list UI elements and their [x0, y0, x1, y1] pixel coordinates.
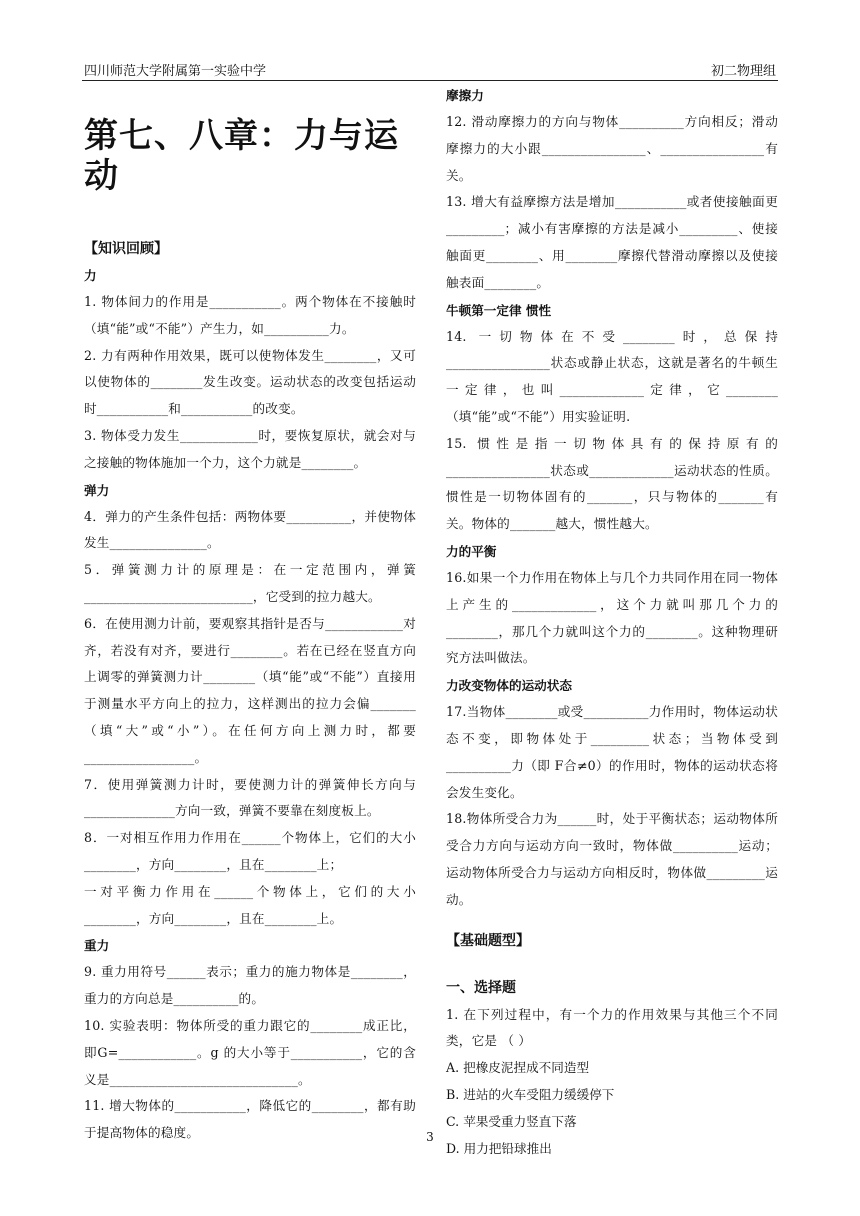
- header-group: 初二物理组: [710, 64, 776, 79]
- option-b: B. 进站的火车受阻力缓缓停下: [446, 1086, 615, 1102]
- question-14: 14. 一切物体在不受________时，总保持________________状态或静止状态，这就是著名的牛顿生一定律，也叫_____________定律，它________（填“能”或“不能”）用实验证明.: [446, 328, 778, 424]
- option-a: A. 把橡皮泥捏成不同造型: [446, 1060, 590, 1076]
- question-4: 4．弹力的产生条件包括：两物体要__________，并使物体发生_______________。: [84, 508, 416, 551]
- question-5: 5．弹簧测力计的原理是：在一定范围内，弹簧__________________________，它受到的拉力越大。: [84, 562, 416, 604]
- section-friction: 摩擦力: [446, 88, 484, 103]
- question-3: 3. 物体受力发生____________时，要恢复原状，就会对与之接触的物体施加一个力，这个力就是________。: [84, 427, 416, 470]
- section-force: 力: [84, 268, 97, 283]
- question-7: 7．使用弹簧测力计时，要使测力计的弹簧伸长方向与______________方向一致，弹簧不要靠在刻度板上。: [84, 776, 416, 819]
- review-heading: 【知识回顾】: [84, 241, 168, 257]
- choice-question-1: 1. 在下列过程中，有一个力的作用效果与其他三个不同类，它是 （ ）: [446, 1006, 778, 1049]
- section-motion: 力改变物体的运动状态: [446, 678, 572, 694]
- section-balance: 力的平衡: [446, 543, 497, 559]
- question-9: 9. 重力用符号______表示；重力的施力物体是________，重力的方向总是__________的。: [84, 964, 416, 1007]
- question-13: 13. 增大有益摩擦方法是增加___________或者使接触面更_________；减小有害摩擦的方法是减小_________、使接触面更________、用________摩擦代替滑动摩擦以及使接触表面________。: [446, 194, 778, 290]
- question-1: 1. 物体间力的作用是___________。两个物体在不接触时（填“能”或“不能”）产生力，如__________力。: [84, 294, 416, 336]
- section-gravity: 重力: [84, 938, 110, 954]
- question-15: 15. 惯性是指一切物体具有的保持原有的________________状态或_____________运动状态的性质。惯性是一切物体固有的_______，只与物体的_______有关。物体的_______越大，惯性越大。: [446, 435, 778, 532]
- question-6: 6．在使用测力计前，要观察其指针是否与____________对齐，若没有对齐，要进行________。若在已经在竖直方向上调零的弹簧测力计________（填“能”或“不能”）直接用于测量水平方向上的拉力，这样测出的拉力会偏_______（填“大”或“小”）。在任何方向上测力时，都要_________________。: [84, 615, 417, 765]
- question-11: 11. 增大物体的___________，降低它的________，都有助于提高物体的稳度。: [84, 1098, 416, 1141]
- section-newton: 牛顿第一定律 惯性: [446, 302, 552, 318]
- header-school: 四川师范大学附属第一实验中学: [84, 64, 267, 79]
- question-8a: 8．一对相互作用力作用在______个物体上，它们的大小________，方向________，且在________上；: [84, 830, 416, 872]
- option-d: D. 用力把铅球推出: [446, 1140, 552, 1156]
- right-column: [446, 82, 778, 1162]
- question-12: 12. 滑动摩擦力的方向与物体__________方向相反；滑动摩擦力的大小跟________________、________________有关。: [446, 114, 778, 183]
- option-c: C. 苹果受重力竖直下落: [446, 1113, 577, 1129]
- choice-heading: 一、选择题: [446, 979, 516, 996]
- question-16: 16.如果一个力作用在物体上与几个力共同作用在同一物体上产生的_____________，这个力就叫那几个力的________，那几个力就叫这个力的________。这种物理研究方法叫做法。: [446, 569, 778, 666]
- question-17: 17.当物体________或受__________力作用时，物体运动状态不变，即物体处于_________状态；当物体受到__________力（即 F合≠0）的作用时，物体的运动状态将会发生变化。: [446, 704, 778, 800]
- question-10: 10. 实验表明：物体所受的重力跟它的________成正比，即G=____________。g 的大小等于___________，它的含义是_____________________________。: [84, 1017, 416, 1087]
- section-elastic: 弹力: [84, 482, 110, 498]
- page-number: 3: [426, 1130, 434, 1144]
- page-title: 第七、八章：力与运动: [84, 116, 399, 196]
- question-18: 18.物体所受合力为______时，处于平衡状态；运动物体所受合力方向与运动方向一致时，物体做__________运动；运动物体所受合力与运动方向相反时，物体做_________运动。: [446, 811, 778, 907]
- header-divider: [82, 80, 778, 81]
- question-2: 2. 力有两种作用效果，既可以使物体发生________，又可以使物体的________发生改变。运动状态的改变包括运动时___________和___________的改变。: [84, 347, 416, 417]
- basic-heading: 【基础题型】: [446, 932, 530, 949]
- question-8b: 一对平衡力作用在______个物体上，它们的大小________，方向________，且在________上。: [84, 883, 416, 926]
- left-column: [84, 82, 416, 1147]
